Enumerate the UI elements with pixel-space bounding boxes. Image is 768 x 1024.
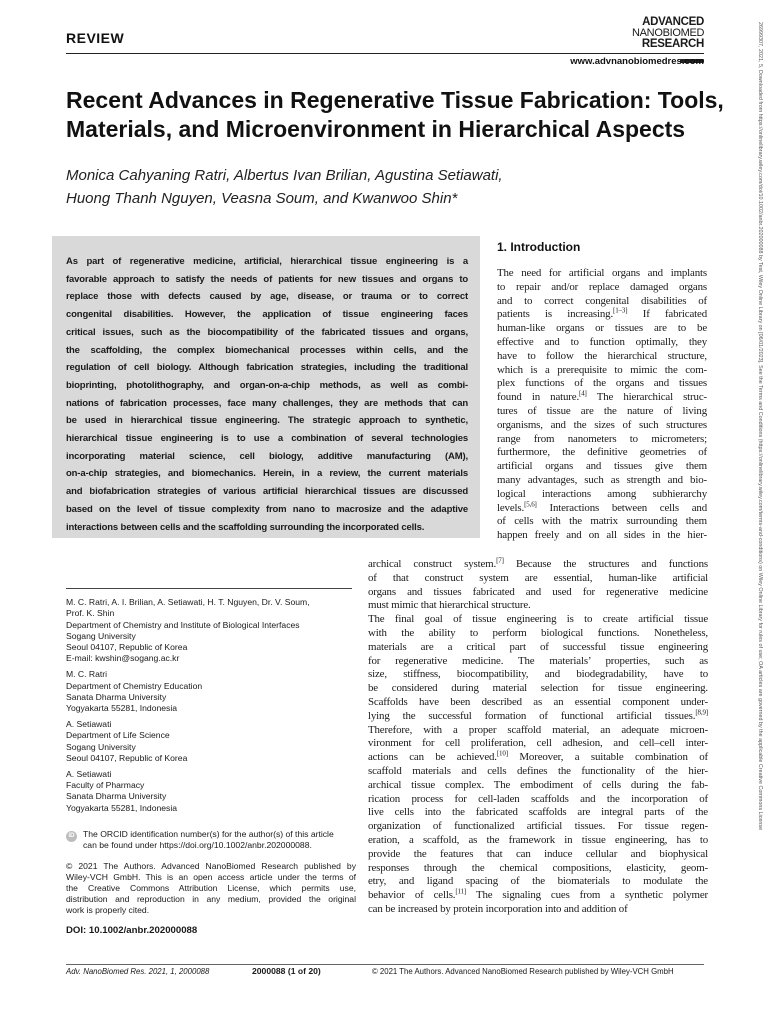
text-line [497,499,707,516]
text-line [368,806,708,820]
abstract-line: favorable approach to satisfy the needs of patients for new tissues and organs to [66,273,468,285]
text-line [368,848,708,862]
article-title [66,86,724,144]
text-line [497,529,707,543]
text-line [368,820,708,834]
text-line [368,889,708,903]
affiliation-line: Seoul 04107, Republic of Korea [66,642,188,653]
abstract-line: bioprinting, photolithography, and organ-on-a-chip methods, as well as combi- [66,379,468,391]
affiliation-divider [66,588,352,589]
license-note [66,861,356,916]
affiliation-block [66,769,356,814]
affiliation-line: Yogyakarta 55281, Indonesia [66,703,178,714]
affiliation-line: Sanata Dharma University [66,691,167,702]
affiliation-line: Yogyakarta 55281, Indonesia [66,802,178,813]
text-run: furthermore, the definitive geometries of [497,446,707,459]
text-run: can be increased by protein incorporation into and addition of [368,902,628,915]
text-run: artificial organs and tissues give them [497,460,707,473]
text-run: levels. [497,501,525,514]
intro-column-narrow [497,267,707,543]
text-run: lying the successful formation of functional artificial tissues. [368,709,696,722]
text-line [497,515,707,529]
text-run: happen freely and on all sides in the hier- [497,529,707,542]
text-line [368,627,708,641]
text-line [368,862,708,876]
abstract-line: be used in hierarchical tissue engineering. The strategic approach to synthetic, [66,415,468,427]
affiliation-line: Sogang University [66,741,136,752]
abstract-line: hierarchical tissue engineering is to use a combination of several technologies [66,433,468,445]
text-run: organization of functionalized artificial tissues. For tissue regen- [368,820,708,833]
affiliation-line: M. C. Ratri [66,669,108,680]
text-run: actions can be achieved. [368,751,497,764]
text-line [497,281,707,295]
text-line [497,336,707,350]
text-run: eration, a scaffold, as the framework in tissue engineering, has to [368,833,708,846]
text-line [368,765,708,779]
license-line: work is properly cited. [66,905,150,915]
text-line [368,572,708,586]
text-line [368,613,708,627]
text-line [368,668,708,682]
text-run: scaffold materials and cells defines the functionality of the hier- [368,764,708,777]
abstract-line: based on the level of tissue complexity from nano to macrosize and the adaptive [66,503,468,515]
affiliation-line: Faculty of Pharmacy [66,779,145,790]
text-run: rication process for cell-laden scaffolds and the incorporation of [368,792,708,805]
abstract-line: incorporating material science, cell biology, additive manufacturing (AM), [66,450,468,462]
abstract-line: replace those with defects caused by age, disease, or trauma or to correct [66,291,468,303]
logo-line-3: RESEARCH [641,38,704,50]
text-line [368,599,708,613]
affiliation-line: Seoul 04107, Republic of Korea [66,752,188,763]
text-run: many advantages, such as strength and bio- [497,473,707,486]
text-line [497,433,707,447]
orcid-note [66,829,356,851]
footer-divider [66,964,704,965]
text-run: archical construct system. [368,558,497,570]
text-run: found in nature. [497,391,580,404]
author-line: Huong Thanh Nguyen, Veasna Soum, and Kwanwoo Shin* [66,190,458,207]
license-line: Wiley-VCH GmbH. This is an open access article under the terms of [66,872,356,882]
text-run: size, stiffness, biocompatibility, and biodegradability, have to [368,668,708,681]
affiliation-line: Department of Chemistry and Institute of Biological Interfaces [66,619,300,630]
affiliation-line: Department of Life Science [66,730,170,741]
text-line [497,295,707,309]
orcid-line: The ORCID identification number(s) for the author(s) of this article [83,829,334,839]
text-run: provide the features that can induce cellular and biophysical [368,847,708,860]
text-line [368,875,708,889]
text-line [368,655,708,669]
title-line: Recent Advances in Regenerative Tissue Fabrication: Tools, [66,87,724,113]
citation-link[interactable]: [5,6] [524,499,537,508]
text-run: must mimic that hierarchical structure. [368,599,531,612]
affiliation-line: Department of Chemistry Education [66,680,203,691]
text-run: of that construct system are essential, human-like artificial [368,571,708,584]
footer-copyright: © 2021 The Authors. Advanced NanoBiomed Research published by Wiley-VCH GmbH [372,967,674,976]
text-run: and to correct congenital disabilities of [497,294,707,307]
text-run: have to follow the hierarchical structure, [497,349,707,362]
text-run: The need for artificial organs and implants [497,267,707,279]
citation-link[interactable]: [1–3] [613,306,628,315]
text-line [497,377,707,391]
text-line [497,350,707,364]
text-run: tures of tissue are the nature of living [497,404,707,417]
footer-citation: Adv. NanoBiomed Res. 2021, 1, 2000088 [66,967,210,976]
citation-link[interactable]: [4] [579,389,587,398]
abstract-line: As part of regenerative medicine, artificial, hierarchical tissue engineering is a [66,256,468,267]
text-line [368,737,708,751]
affiliation-line: M. C. Ratri, A. I. Brilian, A. Setiawati, H. T. Nguyen, Dr. V. Soum, [66,597,310,607]
affiliations [66,597,356,818]
text-run: patients is increasing. [497,308,614,321]
abstract-line: nations of fabrication processes, face many challenges, they are methods that can [66,397,468,409]
text-run: Interactions between cells and [536,501,707,514]
author-list [66,164,706,210]
text-run: Because the structures and functions [503,558,708,570]
abstract-line: regulation of cell biology. Although fabrication strategies, including the traditional [66,362,468,374]
text-line [368,724,708,738]
text-run: materials are a critical part of successful tissue engineering [368,640,708,653]
text-run: The signaling cues from a synthetic polymer [466,889,708,902]
affiliation-block [66,669,356,714]
abstract-line: congenital disabilities. However, the application of tissue engineering faces [66,309,468,321]
text-run: range from nanometers to micrometers; [497,432,707,445]
text-run: behavior of cells. [368,889,456,902]
affiliation-line: Prof. K. Shin [66,608,115,619]
title-line: Materials, and Microenvironment in Hierarchical Aspects [66,116,686,142]
text-run: etry, and ligand spacing of the biomaterials to modulate the [368,875,708,888]
text-run: archical tissue complex. The embodiment of cells during the fab- [368,778,708,791]
text-run: live cells into the fabricated scaffolds are integral parts of the [368,806,708,819]
abstract-line: on-a-chip strategies, and biomechanics. Herein, in a review, the current materials [66,468,468,480]
text-run: to repair and/or replace damaged organs [497,280,707,293]
text-line [368,586,708,600]
text-run: human-like organs or tissues are to be [497,322,707,335]
abstract-line: interactions between cells and the scaffolding surrounding the incorporated cells. [66,521,425,533]
text-line [497,364,707,378]
text-run: of cells with the matrix surrounding them [497,515,707,528]
text-line [368,779,708,793]
text-run: organisms, and the sizes of such structures [497,418,707,431]
affiliation-line: A. Setiawati [66,768,112,779]
text-line [497,267,707,281]
text-run: Scaffolds have been described as an essential component under- [368,695,708,708]
affiliation-line: Sanata Dharma University [66,791,167,802]
text-run: The final goal of tissue engineering is to create artificial tissue [368,613,708,626]
text-line [497,322,707,336]
download-notice-sidebar: 26999307, 2021, 5, Downloaded from https://onlinelibrary.wiley.com/doi/10.1002/anbr.202000088 by Test, Wiley Online Library on [06/01/2023]. See the Terms and Conditions (https://onlinelibrary.wiley.com/terms-and-conditions) on Wiley Online Library for rules of use; OA articles are governed by the applicable Creative Commons License [757,22,763,831]
orcid-line[interactable]: can be found under https://doi.org/10.1002/anbr.202000088. [83,840,312,850]
text-line [368,682,708,696]
text-line [497,308,707,322]
section-heading-introduction: 1. Introduction [497,240,581,254]
affiliation-line: Sogang University [66,630,136,641]
section-label: REVIEW [66,30,125,46]
citation-link[interactable]: [7] [496,556,504,565]
header-divider [66,53,704,54]
text-line [368,793,708,807]
journal-url-link[interactable]: www.advnanobiomedres.com [570,56,704,67]
text-run: plex functions of the organs and tissues [497,377,707,390]
intro-column-wide [368,558,708,917]
text-line [497,474,707,488]
text-run: Moreover, a suitable combination of [507,751,708,764]
affiliation-block [66,719,356,764]
text-line [497,405,707,419]
citation-link[interactable]: [11] [455,887,467,896]
logo-line-1: ADVANCED [642,16,704,28]
text-line [497,391,707,405]
text-run: If fabricated [627,308,707,321]
text-line [368,710,708,724]
footer-page-number: 2000088 (1 of 20) [252,966,321,976]
citation-link[interactable]: [8,9] [695,708,708,717]
text-line [368,558,708,572]
abstract-line: the scaffolding, the complex biomechanical processes within cells, and the [66,344,468,356]
orcid-icon[interactable]: iD [66,831,77,842]
text-run: logical interactions among subhierarchy [497,487,707,500]
doi-link[interactable]: DOI: 10.1002/anbr.202000088 [66,925,198,936]
license-line: © 2021 The Authors. Advanced NanoBiomed Research published by [66,861,356,871]
text-line [368,903,708,917]
abstract-box [52,236,480,538]
text-run: The hierarchical struc- [586,391,707,404]
text-line [497,419,707,433]
citation-link[interactable]: [10] [496,749,508,758]
text-run: vironment for cell proliferation, cell adhesion, and cell–cell inter- [368,737,708,750]
text-line [368,641,708,655]
text-run: responses through the chemical compositions, elasticity, geom- [368,861,708,874]
text-run: with the ability to perform biological functions. Nonetheless, [368,626,708,639]
text-line [368,834,708,848]
affiliation-line: E-mail: kwshin@sogang.ac.kr [66,653,180,664]
affiliation-line: A. Setiawati [66,718,112,729]
text-line [368,696,708,710]
logo-line-2: NANOBIOMED [632,27,705,39]
text-run: which is a prerequisite to mimic the com- [497,363,707,376]
license-line: distribution and reproduction in any medium, provided the original [66,894,356,904]
abstract-line: critical issues, such as the biocompatibility of the fabricated tissues and organs, [66,326,468,338]
license-line: the Creative Commons Attribution License, which permits use, [66,883,356,893]
text-line [497,446,707,460]
text-line [368,751,708,765]
affiliation-block [66,597,356,665]
text-run: for regenerative medicine. The materials’ properties, such as [368,654,708,667]
abstract-line: and biofabrication strategies of various artificial hierarchical tissues are discussed [66,486,468,498]
text-run: be considered during material selection for tissue engineering. [368,682,708,695]
text-run: effective and to function optimally, they [497,335,707,348]
text-run: Therefore, with a proper scaffold material, an adequate microen- [368,723,708,736]
text-run: organs and tissues fabricated and used for regenerative medicine [368,585,708,598]
text-line [497,460,707,474]
author-line: Monica Cahyaning Ratri, Albertus Ivan Brilian, Agustina Setiawati, [66,167,503,184]
